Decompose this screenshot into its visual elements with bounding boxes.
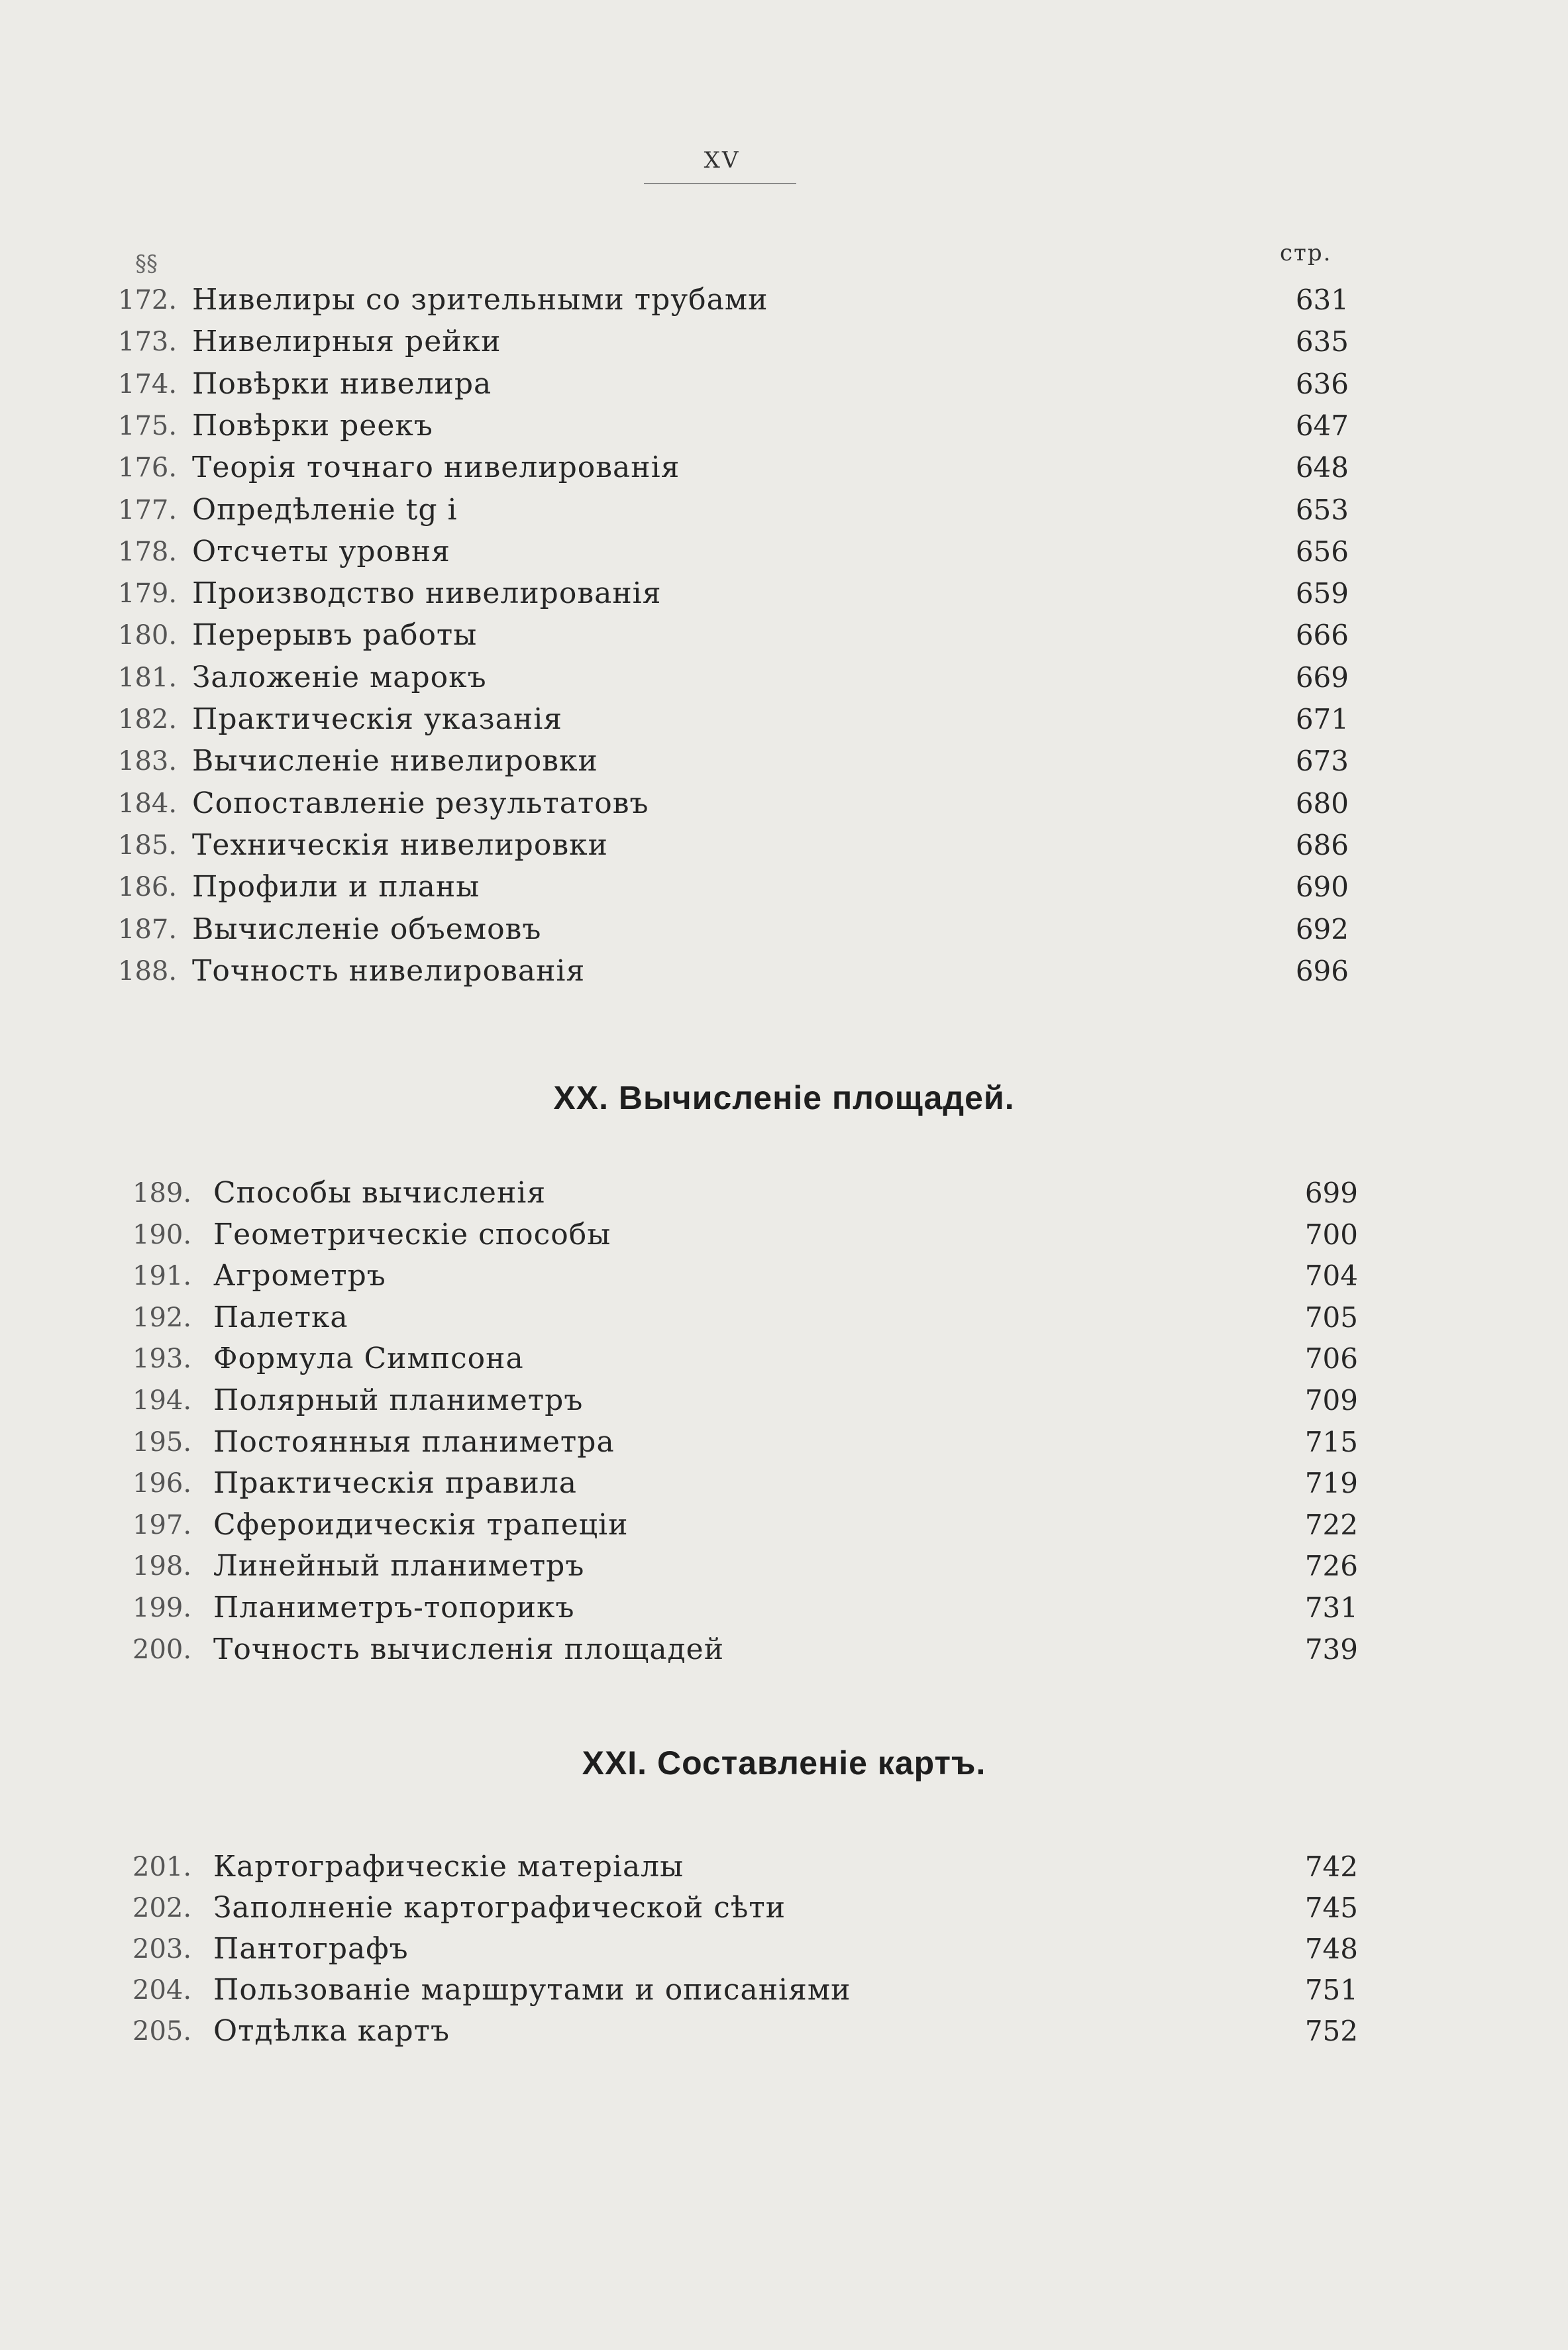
section-heading: XXI. Составленіе картъ.: [582, 1744, 986, 1782]
entry-page-number: 635: [1295, 325, 1349, 358]
entry-number: 202.: [132, 1893, 192, 1923]
entry-number: 181.: [118, 662, 178, 693]
toc-entry: [0, 909, 1568, 950]
toc-entry: [0, 1297, 1568, 1338]
entry-title: Сопоставленіе результатовъ: [192, 786, 649, 820]
toc-entry: [0, 1463, 1568, 1504]
toc-entry: [0, 1929, 1568, 1970]
dot-leader: [494, 867, 1282, 908]
entry-number: 197.: [132, 1509, 192, 1540]
dot-leader: [629, 1422, 1292, 1463]
entry-title: Пантографъ: [213, 1932, 409, 1966]
entry-number: 200.: [132, 1634, 192, 1665]
toc-entry: [0, 490, 1568, 531]
dot-leader: [363, 1297, 1292, 1338]
entry-number: 194.: [132, 1385, 192, 1416]
entry-number: 189.: [132, 1178, 192, 1208]
dot-leader: [623, 825, 1282, 866]
entry-number: 193.: [132, 1344, 192, 1375]
entry-number: 196.: [132, 1468, 192, 1499]
toc-entry: [0, 531, 1568, 572]
toc-entry: [0, 573, 1568, 614]
dot-leader: [698, 1846, 1292, 1888]
dot-leader: [865, 1970, 1292, 2011]
toc-entry: [0, 1846, 1568, 1888]
entry-title: Палетка: [213, 1300, 348, 1334]
entry-title: Нивелиры со зрительными трубами: [192, 283, 768, 317]
toc-entry: [0, 1173, 1568, 1214]
entry-number: 205.: [132, 2016, 192, 2047]
entry-page-number: 653: [1295, 493, 1349, 526]
entry-title: Опредѣленіе tg i: [192, 492, 458, 527]
entry-page-number: 745: [1304, 1892, 1358, 1924]
entry-page-number: 673: [1295, 745, 1349, 778]
entry-page-number: 739: [1304, 1632, 1358, 1666]
dot-leader: [506, 364, 1282, 405]
entry-number: 190.: [132, 1219, 192, 1250]
entry-page-number: 671: [1295, 703, 1349, 735]
entry-page-number: 751: [1304, 1974, 1358, 2006]
entry-title: Формула Симпсона: [213, 1342, 524, 1376]
entry-page-number: 631: [1295, 284, 1349, 316]
entry-page-number: 690: [1295, 871, 1349, 904]
page-column-label: стр.: [1280, 240, 1332, 266]
entry-title: Нивелирныя рейки: [192, 325, 501, 359]
toc-entry: [0, 1255, 1568, 1297]
toc-entry: [0, 1587, 1568, 1629]
entry-title: Точность вычисленія площадей: [213, 1632, 725, 1666]
toc-entry: [0, 405, 1568, 447]
dot-leader: [464, 2011, 1292, 2052]
toc-entry: [0, 615, 1568, 656]
entry-number: 188.: [118, 955, 178, 987]
toc-entry: [0, 364, 1568, 405]
entry-page-number: 719: [1304, 1467, 1358, 1500]
entry-title: Точность нивелированія: [192, 953, 586, 988]
entry-page-number: 692: [1295, 912, 1349, 945]
dot-leader: [465, 531, 1282, 572]
dot-leader: [472, 490, 1282, 531]
entry-number: 195.: [132, 1426, 192, 1458]
entry-number: 191.: [132, 1261, 192, 1292]
entry-title: Теорія точнаго нивелированія: [192, 451, 680, 485]
dot-leader: [800, 1888, 1292, 1929]
section-sign: §§: [135, 250, 158, 277]
entry-page-number: 722: [1304, 1508, 1358, 1541]
entry-page-number: 731: [1304, 1591, 1358, 1624]
toc-entry: [0, 657, 1568, 698]
dot-leader: [599, 1546, 1292, 1587]
entry-title: Вычисленіе объемовъ: [192, 912, 542, 946]
header-rule: [644, 183, 796, 184]
toc-entry: [0, 1546, 1568, 1587]
entry-title: Агрометръ: [213, 1259, 386, 1293]
entry-number: 199.: [132, 1593, 192, 1623]
toc-entry: [0, 1888, 1568, 1929]
dot-leader: [560, 1173, 1292, 1214]
entry-page-number: 648: [1295, 451, 1349, 484]
entry-page-number: 752: [1304, 2015, 1358, 2047]
entry-page-number: 680: [1295, 786, 1349, 820]
entry-title: Планиметръ-топорикъ: [213, 1591, 575, 1625]
dot-leader: [592, 1463, 1292, 1504]
toc-entry: [0, 825, 1568, 866]
entry-number: 204.: [132, 1975, 192, 2005]
entry-title: Практическія правила: [213, 1466, 578, 1501]
dot-leader: [589, 1587, 1292, 1629]
page-roman-numeral: XV: [704, 147, 741, 174]
entry-title: Профили и планы: [192, 870, 480, 904]
entry-title: Сфероидическія трапеціи: [213, 1507, 629, 1542]
toc-entry: [0, 1380, 1568, 1421]
dot-leader: [625, 1214, 1292, 1255]
dot-leader: [739, 1629, 1292, 1670]
dot-leader: [423, 1929, 1292, 1970]
dot-leader: [600, 951, 1282, 992]
entry-page-number: 669: [1295, 661, 1349, 694]
entry-page-number: 705: [1304, 1301, 1358, 1334]
entry-title: Вычисленіе нивелировки: [192, 744, 598, 778]
dot-leader: [782, 280, 1282, 321]
entry-number: 179.: [118, 578, 178, 610]
section-heading: XX. Вычисленіе площадей.: [553, 1079, 1015, 1116]
toc-entry: [0, 321, 1568, 362]
entry-title: Способы вычисленія: [213, 1176, 547, 1210]
entry-page-number: 709: [1304, 1384, 1358, 1416]
entry-page-number: 699: [1304, 1177, 1358, 1209]
dot-leader: [694, 447, 1282, 488]
entry-number: 192.: [132, 1302, 192, 1333]
entry-page-number: 686: [1295, 828, 1349, 861]
entry-number: 180.: [118, 620, 178, 651]
toc-entry: [0, 867, 1568, 908]
entry-page-number: 715: [1304, 1425, 1358, 1458]
entry-number: 185.: [118, 829, 178, 861]
dot-leader: [577, 699, 1282, 740]
entry-number: 182.: [118, 704, 178, 735]
entry-page-number: 647: [1295, 409, 1349, 442]
entry-title: Техническія нивелировки: [192, 828, 608, 862]
entry-number: 178.: [118, 536, 178, 567]
entry-title: Линейный планиметръ: [213, 1549, 585, 1583]
dot-leader: [598, 1380, 1292, 1421]
entry-title: Полярный планиметръ: [213, 1383, 584, 1417]
dot-leader: [643, 1505, 1292, 1546]
toc-entry: [0, 447, 1568, 488]
entry-page-number: 656: [1295, 535, 1349, 568]
entry-title: Заложеніе марокъ: [192, 660, 487, 694]
entry-page-number: 704: [1304, 1259, 1358, 1293]
entry-number: 187.: [118, 914, 178, 945]
entry-title: Перерывъ работы: [192, 618, 478, 653]
dot-leader: [448, 405, 1282, 447]
toc-entry: [0, 699, 1568, 740]
entry-number: 186.: [118, 872, 178, 903]
entry-page-number: 700: [1304, 1218, 1358, 1251]
entry-page-number: 726: [1304, 1550, 1358, 1583]
dot-leader: [613, 741, 1282, 782]
toc-entry: [0, 1629, 1568, 1670]
entry-number: 172.: [118, 285, 178, 315]
toc-entry: [0, 783, 1568, 824]
entry-title: Отдѣлка картъ: [213, 2014, 450, 2048]
entry-number: 173.: [118, 327, 178, 358]
entry-number: 177.: [118, 494, 178, 525]
entry-title: Повѣрки реекъ: [192, 408, 433, 443]
entry-title: Практическія указанія: [192, 702, 563, 736]
entry-title: Картографическіе матеріалы: [213, 1850, 684, 1884]
entry-number: 176.: [118, 453, 178, 484]
toc-entry: [0, 1505, 1568, 1546]
entry-number: 201.: [132, 1852, 192, 1882]
toc-entry: [0, 1422, 1568, 1463]
toc-entry: [0, 741, 1568, 782]
entry-page-number: 696: [1295, 954, 1349, 987]
entry-title: Отсчеты уровня: [192, 534, 450, 568]
dot-leader: [492, 615, 1282, 656]
entry-number: 183.: [118, 746, 178, 777]
toc-entry: [0, 1970, 1568, 2011]
toc-entry: [0, 1338, 1568, 1379]
entry-page-number: 742: [1304, 1850, 1358, 1883]
entry-page-number: 659: [1295, 577, 1349, 610]
dot-leader: [515, 321, 1282, 362]
toc-entry: [0, 1214, 1568, 1255]
entry-number: 175.: [118, 410, 178, 441]
toc-entry: [0, 951, 1568, 992]
entry-page-number: 636: [1295, 367, 1349, 400]
toc-entry: [0, 2011, 1568, 2052]
entry-title: Производство нивелированія: [192, 576, 662, 611]
entry-page-number: 666: [1295, 619, 1349, 652]
toc-entry: [0, 280, 1568, 321]
entry-page-number: 748: [1304, 1933, 1358, 1965]
dot-leader: [539, 1338, 1292, 1379]
dot-leader: [501, 657, 1282, 698]
entry-title: Геометрическіе способы: [213, 1217, 611, 1252]
dot-leader: [676, 573, 1283, 614]
entry-title: Постоянныя планиметра: [213, 1424, 615, 1459]
entry-number: 198.: [132, 1551, 192, 1582]
entry-title: Заполненіе картографической сѣти: [213, 1891, 786, 1925]
entry-title: Пользованіе маршрутами и описаніями: [213, 1973, 851, 2007]
entry-number: 184.: [118, 788, 178, 819]
entry-page-number: 706: [1304, 1342, 1358, 1375]
entry-number: 174.: [118, 368, 178, 400]
dot-leader: [664, 783, 1282, 824]
entry-title: Повѣрки нивелира: [192, 366, 492, 401]
entry-number: 203.: [132, 1934, 192, 1964]
dot-leader: [556, 909, 1282, 950]
dot-leader: [401, 1255, 1292, 1297]
